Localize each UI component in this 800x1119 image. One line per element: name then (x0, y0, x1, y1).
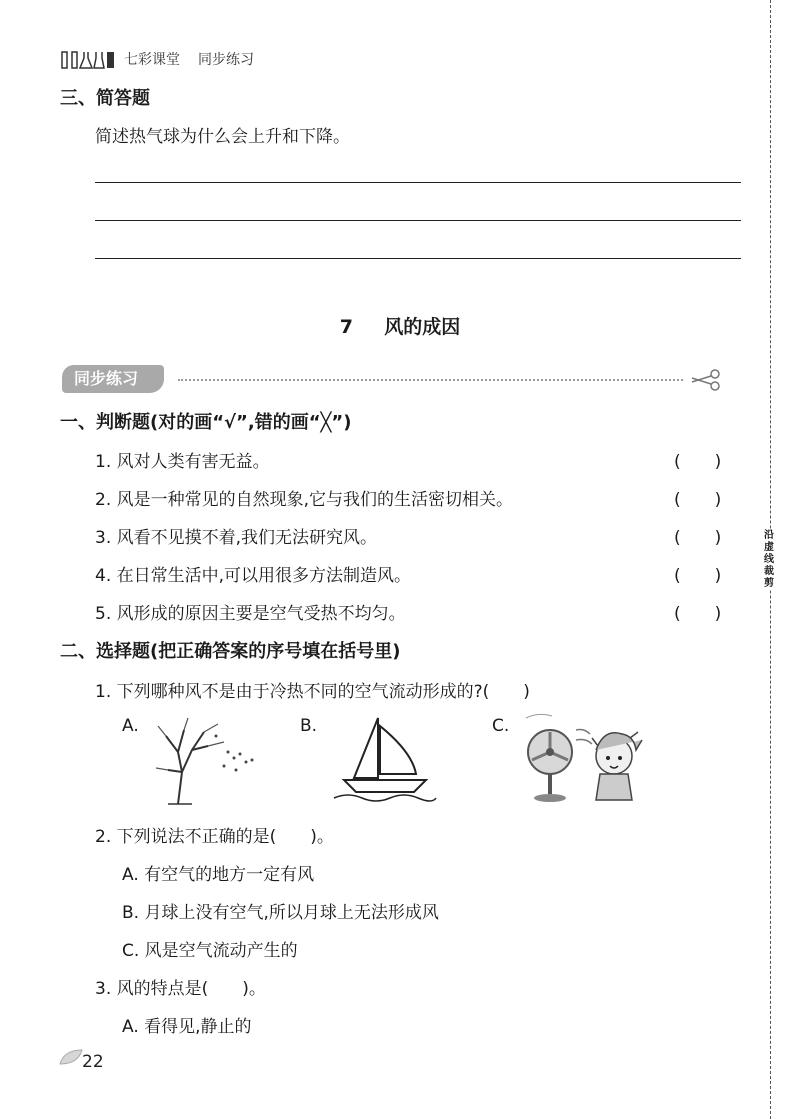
choice-q3: 3. 风的特点是( )。 (95, 979, 266, 999)
q1-option-a-label[interactable]: A. (122, 716, 139, 736)
q1-option-c-label[interactable]: C. (492, 716, 510, 736)
practice-tag: 同步练习 (62, 365, 164, 393)
cut-label: 沿虚线裁剪 (761, 530, 777, 590)
choice-q1: 1. 下列哪种风不是由于冷热不同的空气流动形成的?( ) (95, 682, 530, 702)
judge-answer-1[interactable]: ( ) (674, 452, 722, 472)
part1-title: 一、判断题(对的画“√”,错的画“╳”) (60, 412, 352, 433)
q2-option-a: A. 有空气的地方一定有风 (122, 865, 315, 885)
lesson-number: 7 (339, 316, 353, 338)
windy-tree-icon (148, 712, 260, 808)
q1-option-b-label[interactable]: B. (300, 716, 318, 736)
lab-flasks-icon (60, 48, 116, 70)
sailboat-icon (330, 712, 440, 804)
lesson-title (0, 312, 800, 339)
judge-item-3: 3. 风看不见摸不着,我们无法研究风。 (95, 528, 378, 548)
header-brand: 七彩课堂 (124, 52, 180, 68)
section3-title: 三、简答题 (60, 88, 150, 109)
judge-answer-4[interactable]: ( ) (674, 566, 722, 586)
page-header (60, 46, 254, 72)
part2-title: 二、选择题(把正确答案的序号填在括号里) (60, 641, 401, 662)
answer-line-2[interactable] (95, 220, 741, 221)
scissors-icon (690, 368, 722, 392)
q2-option-c: C. 风是空气流动产生的 (122, 941, 298, 961)
answer-line-1[interactable] (95, 182, 741, 183)
judge-item-1: 1. 风对人类有害无益。 (95, 452, 270, 472)
q3-option-a: A. 看得见,静止的 (122, 1017, 252, 1037)
judge-item-4: 4. 在日常生活中,可以用很多方法制造风。 (95, 566, 412, 586)
leaf-icon (58, 1046, 84, 1068)
tag-divider (178, 379, 683, 381)
judge-item-5: 5. 风形成的原因主要是空气受热不均匀。 (95, 604, 406, 624)
q2-option-b: B. 月球上没有空气,所以月球上无法形成风 (122, 903, 439, 923)
judge-answer-5[interactable]: ( ) (674, 604, 722, 624)
judge-item-2: 2. 风是一种常见的自然现象,它与我们的生活密切相关。 (95, 490, 514, 510)
electric-fan-girl-icon (518, 710, 648, 806)
choice-q2: 2. 下列说法不正确的是( )。 (95, 827, 334, 847)
judge-answer-2[interactable]: ( ) (674, 490, 722, 510)
section3-question: 简述热气球为什么会上升和下降。 (95, 127, 350, 147)
judge-answer-3[interactable]: ( ) (674, 528, 722, 548)
header-subtitle: 同步练习 (198, 52, 254, 68)
lesson-name: 风的成因 (384, 316, 461, 338)
page-number: 22 (82, 1052, 104, 1072)
answer-line-3[interactable] (95, 258, 741, 259)
